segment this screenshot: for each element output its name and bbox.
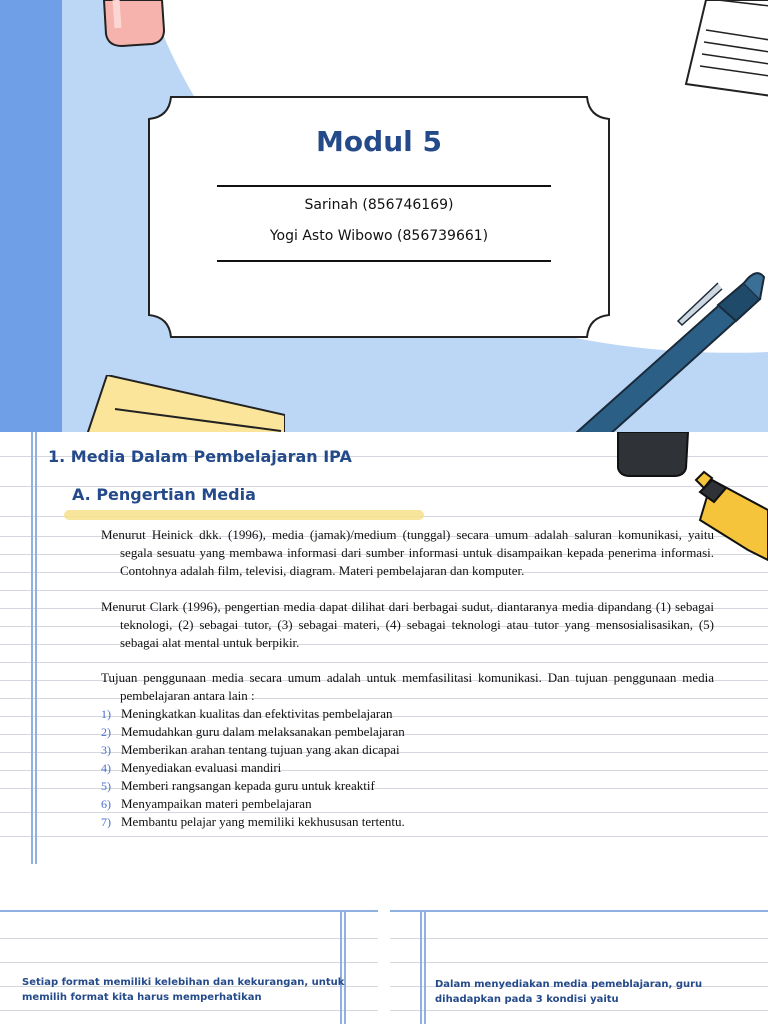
notepad-illustration xyxy=(85,375,285,432)
paragraph-clark: Menurut Clark (1996), pengertian media dapat dilihat dari berbagai sudut, diantaranya media dipandang (1) sebagai teknologi, (2) sebagai tutor, (3) sebagai materi, (4) sebagai teknologi atau tutor yang mensosialisasikan, (5) sebagai alat mental untuk berpikir. xyxy=(101,599,714,650)
slide3-text-2: memilih format kita harus memperhatikan xyxy=(22,992,262,1003)
section-heading: 1. Media Dalam Pembelajaran IPA xyxy=(48,447,352,466)
bottom-rule xyxy=(217,260,551,262)
margin-line xyxy=(424,912,426,1024)
slide3-text-1: Setiap format memiliki kelebihan dan kekurangan, untuk xyxy=(22,977,345,988)
slide4-text-2: dihadapkan pada 3 kondisi yaitu xyxy=(435,994,619,1005)
margin-line xyxy=(420,912,422,1024)
paper-illustration xyxy=(682,0,768,100)
ruled-line xyxy=(0,962,378,963)
ruled-line xyxy=(0,662,768,663)
ruled-line xyxy=(0,590,768,591)
ruled-line xyxy=(0,938,378,939)
margin-line xyxy=(35,432,37,864)
ruled-line xyxy=(0,836,768,837)
goals-list xyxy=(101,705,405,831)
list-item: 1) Meningkatkan kualitas dan efektivitas pembelajaran xyxy=(101,706,393,721)
slide-thumbnail-right xyxy=(390,910,768,1024)
ruled-line xyxy=(390,1010,768,1011)
list-item: 7) Membantu pelajar yang memiliki kekhususan tertentu. xyxy=(101,814,405,829)
ruled-line xyxy=(0,1010,378,1011)
subsection-heading: A. Pengertian Media xyxy=(72,485,256,504)
paragraph-heinick: Menurut Heinick dkk. (1996), media (jamak)/medium (tunggal) secara umum adalah saluran komunikasi, yaitu segala sesuatu yang membawa informasi dari sumber informasi untuk disampaikan kepada penerima informasi. Contohnya adalah film, televisi, diagram. Materi pembelajaran dan komputer. xyxy=(101,527,714,578)
slide4-text-1: Dalam menyediakan media pemeblajaran, guru xyxy=(435,979,703,990)
top-rule xyxy=(217,185,551,187)
highlight-stroke xyxy=(64,510,424,520)
module-title: Modul 5 xyxy=(316,125,442,158)
margin-line xyxy=(340,912,342,1024)
list-item: 2) Memudahkan guru dalam melaksanakan pembelajaran xyxy=(101,724,405,739)
list-item: 4) Menyediakan evaluasi mandiri xyxy=(101,760,282,775)
margin-line xyxy=(344,912,346,1024)
paragraph-tujuan: Tujuan penggunaan media secara umum adalah untuk memfasilitasi komunikasi. Dan tujuan penggunaan media pembelajaran antara lain : xyxy=(101,670,714,703)
ruled-line xyxy=(390,962,768,963)
list-item: 6) Menyampaikan materi pembelajaran xyxy=(101,796,312,811)
title-card xyxy=(147,95,611,339)
list-item: 3) Memberikan arahan tentang tujuan yang akan dicapai xyxy=(101,742,400,757)
title-slide xyxy=(0,0,768,432)
author-1: Sarinah (856746169) xyxy=(304,197,454,213)
margin-line xyxy=(31,432,33,864)
slide-thumbnail-left xyxy=(0,910,378,1024)
sidebar-strip xyxy=(0,0,62,432)
author-2: Yogi Asto Wibowo (856739661) xyxy=(269,228,489,244)
eraser-illustration xyxy=(100,0,170,50)
content-slide xyxy=(0,432,768,864)
list-item: 5) Memberi rangsangan kepada guru untuk kreaktif xyxy=(101,778,375,793)
ruled-line xyxy=(390,938,768,939)
